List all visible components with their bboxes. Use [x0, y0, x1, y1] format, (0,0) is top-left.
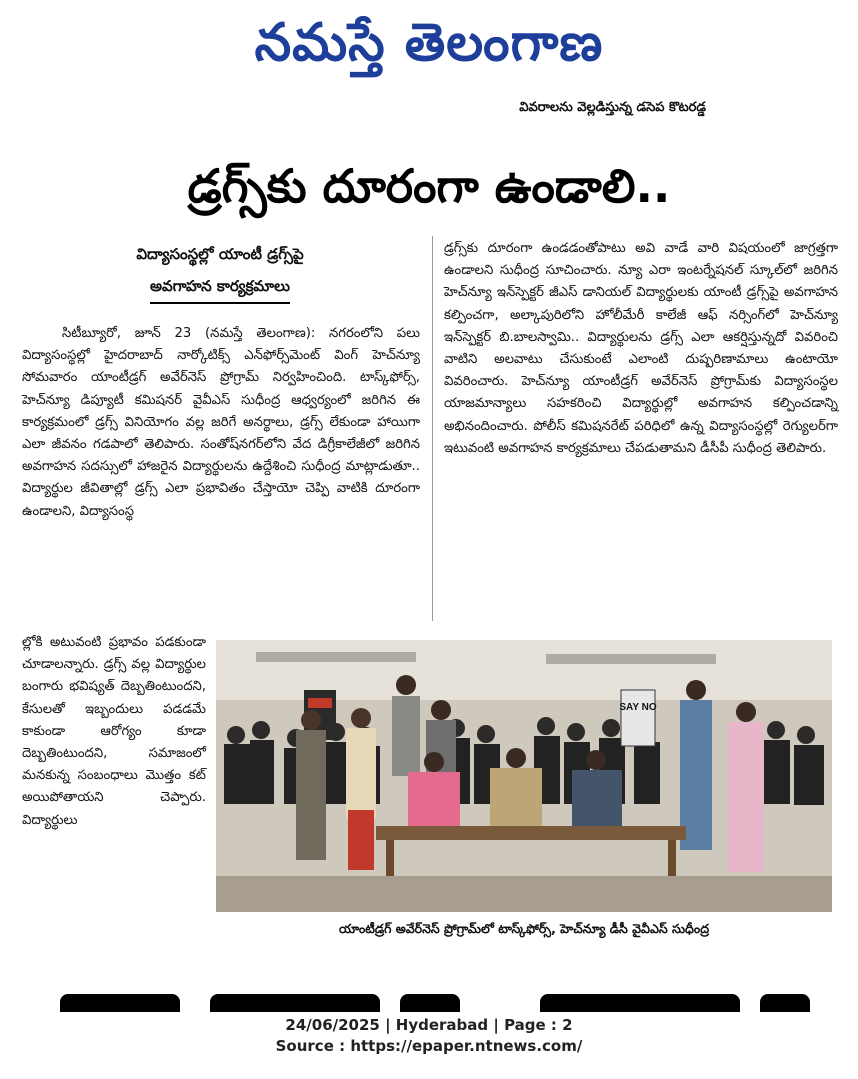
footer-date-line: 24/06/2025 | Hyderabad | Page : 2 — [285, 1016, 573, 1034]
article-paragraph-cont: ల్లోకి అటువంటి ప్రభావం పడకుండా చూడాలన్నారు. డ్రగ్స్ వల్ల విద్యార్థుల బంగారు భవిష్యత్ దెబ్బతింటుందని, కేసులతో ఇబ్బందులు పడడమే కాకుండా ఆరోగ్యం కూడా దెబ్బతింటుందని, సమాజంలో మనకున్న సంబంధాలు మొత్తం కట్ అయిపోతాయని చెప్పారు. విద్యార్థులు — [22, 635, 206, 828]
article-column-1 — [22, 323, 420, 523]
column-divider — [432, 236, 433, 621]
next-article-headline-fragment — [60, 990, 820, 1012]
photo-illustration — [216, 640, 832, 912]
byline: వివరాలను వెల్లడిస్తున్న డసెప కొటరడ్డ — [519, 100, 706, 115]
poster-text: SAY NO — [619, 702, 657, 713]
article-paragraph-2: డ్రగ్స్‌కు దూరంగా ఉండడంతోపాటు అవి వాడే వారి విషయంలో జాగ్రత్తగా ఉండాలని సుధీంద్ర సూచించారు. న్యూ ఎరా ఇంటర్నేషనల్ స్కూల్‌లో జరిగిన హెచ్‌న్యూ ఇన్‌స్పెక్టర్ జీఎస్ డానియల్ విద్యార్థులకు యాంటీ డ్రగ్స్‌పై అవగాహన కల్పించగా, అల్కాపురిలోని హోలీమేరీ కాలేజీ ఆఫ్ నర్సింగ్‌లో హెచ్‌న్యూ ఇన్‌స్పెక్టర్ బి.బాలస్వామి.. విద్యార్థులను డ్రగ్స్ ఎలా ఆకర్షిస్తున్నదో వివరించి వాటిని అలవాటు చేసుకుంటే ఎలాంటి దుష్పరిణామాలు ఉంటాయో వివరించారు. హెచ్‌న్యూ యాంటీడ్రగ్ అవేర్‌నెస్ ప్రోగ్రామ్‌కు విద్యాసంస్థల యాజమాన్యాలు సహకరించి విద్యార్థుల్లో అవగాహన కల్పించడాన్ని అభినందించారు. పోలీస్ కమిషనరేట్ పరిధిలో ఉన్న విద్యాసంస్థల్లో రెగ్యులర్‌గా ఇటువంటి అవగాహన కార్యక్రమాలు చేపడుతామని డీసీపీ సుధీంద్ర తెలిపారు. — [444, 241, 838, 456]
headline: డ్రగ్స్‌కు దూరంగా ఉండాలి.. — [187, 159, 671, 213]
footer-source-line: Source : https://epaper.ntnews.com/ — [275, 1037, 583, 1055]
article-column-1-continued — [22, 632, 206, 832]
page-footer — [0, 1015, 858, 1057]
subhead-line-1: విద్యాసంస్థల్లో యాంటీ డ్రగ్స్‌పై — [136, 245, 304, 263]
news-photo — [216, 640, 832, 912]
subhead-line-2: అవగాహన కార్యక్రమాలు — [150, 270, 290, 304]
subheadline — [20, 238, 420, 304]
article-column-2 — [444, 238, 838, 460]
masthead-logo: నమస్తే తెలంగాణ — [254, 12, 604, 73]
photo-caption: యాంటీడ్రగ్ అవేర్‌నెస్ ప్రోగ్రామ్‌లో టాస్క్‌ఫోర్స్, హెచ్‌న్యూ డీసీ వైవీఎస్ సుధీంద్ర — [338, 921, 710, 936]
article-paragraph: సిటీబ్యూరో, జూన్ 23 (నమస్తే తెలంగాణ): నగరంలోని పలు విద్యాసంస్థల్లో హైదరాబాద్ నార్కోటిక్స్ ఎన్‌ఫోర్స్‌మెంట్ వింగ్ హెచ్‌న్యూ సోమవారం యాంటీడ్రగ్ అవేర్‌నెస్ ప్రోగ్రామ్ నిర్వహించింది. టాస్క్‌ఫోర్స్, హెచ్‌న్యూ డిప్యూటీ కమిషనర్ వైవీఎస్ సుధీంద్ర ఆధ్వర్యంలో జరిగిన ఈ కార్యక్రమంలో డ్రగ్స్ వినియోగం వల్ల జరిగే అనర్థాలు, డ్రగ్స్ లేకుండా హాయిగా ఎలా జీవనం గడపాలో తెలిపారు. సంతోష్‌నగర్‌లోని వేద డిగ్రీకాలేజీలో జరిగిన అవగాహన సదస్సులో హాజరైన విద్యార్థులను ఉద్దేశించి సుధీంద్ర మాట్లాడుతూ.. విద్యార్థుల జీవితాల్లో డ్రగ్స్ ఎలా ప్రభావితం చేస్తాయో చెప్పి వాటికి దూరంగా ఉండాలని, విద్యాసంస్థ — [22, 326, 420, 519]
